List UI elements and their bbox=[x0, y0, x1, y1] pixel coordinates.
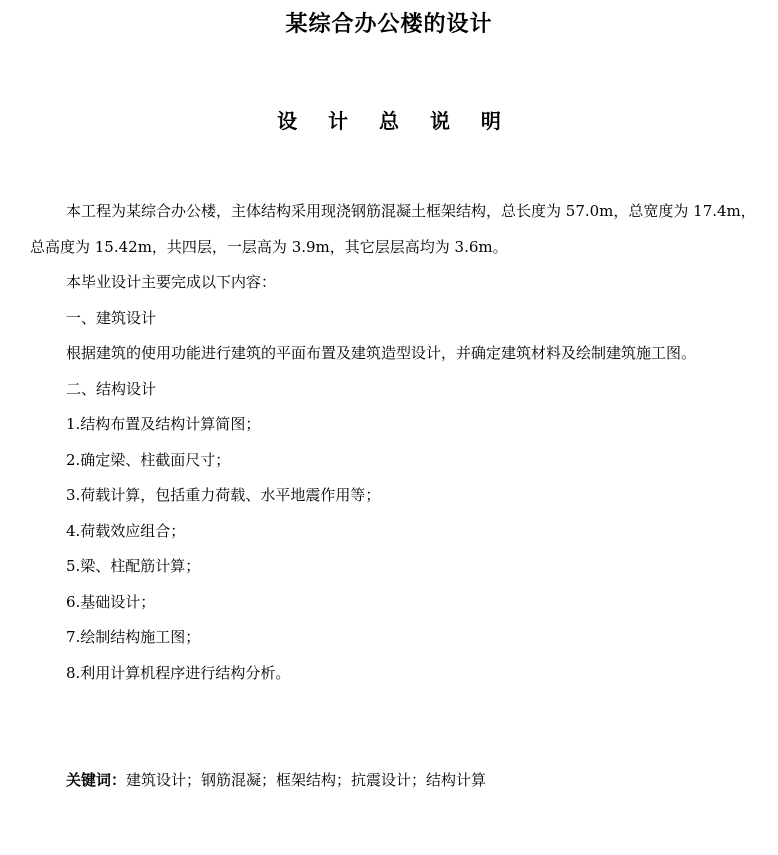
keywords-label: 关键词： bbox=[66, 771, 127, 789]
list-item: 8.利用计算机程序进行结构分析。 bbox=[66, 663, 291, 682]
paragraph-overview: 本工程为某综合办公楼，主体结构采用现浇钢筋混凝土框架结构，总长度为 57.0m，总宽度为 17.4m， 总高度为 15.42m，共四层，一层高为 3.9m，其它层层高均为 3.6m。 bbox=[30, 202, 756, 256]
list-item: 5.梁、柱配筋计算； bbox=[66, 557, 201, 575]
list-item: 6.基础设计； bbox=[66, 592, 156, 611]
keywords-text: 建筑设计；钢筋混凝；框架结构；抗震设计；结构计算 bbox=[126, 771, 487, 789]
paragraph-scope: 本毕业设计主要完成以下内容： bbox=[66, 273, 277, 291]
section-title: 设 计 总 说 明 bbox=[277, 109, 513, 133]
heading-structure-design: 二、结构设计 bbox=[66, 379, 157, 398]
list-item: 2.确定梁、柱截面尺寸； bbox=[66, 450, 231, 469]
heading-architecture-design: 一、建筑设计 bbox=[66, 308, 157, 327]
list-item: 3.荷载计算，包括重力荷载、水平地震作用等； bbox=[66, 486, 381, 504]
list-item: 4.荷载效应组合； bbox=[66, 521, 186, 540]
body-text bbox=[30, 194, 774, 691]
paragraph-architecture-design: 根据建筑的使用功能进行建筑的平面布置及建筑造型设计，并确定建筑材料及绘制建筑施工图。 bbox=[66, 344, 697, 362]
document-title: 某综合办公楼的设计 bbox=[285, 12, 493, 37]
list-item: 1.结构布置及结构计算简图； bbox=[66, 415, 261, 433]
list-item: 7.绘制结构施工图； bbox=[66, 628, 201, 646]
keywords-line bbox=[66, 763, 486, 797]
